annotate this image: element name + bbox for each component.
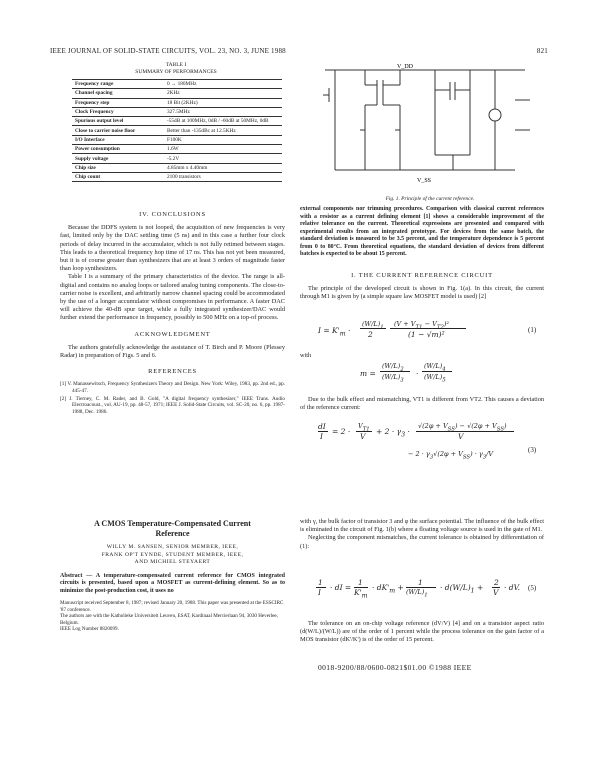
figure-caption: Fig. 1. Principle of the current reference. xyxy=(385,196,475,202)
table-value: -55dB at 100MHz, 0dB / -60dB at 50MHz, 0dB xyxy=(164,117,282,126)
table-caption xyxy=(76,62,276,75)
table-param: Supply voltage xyxy=(72,154,164,163)
page-number: 821 xyxy=(536,47,548,55)
footnote: Manuscript received September 8, 1987; revised January 20, 1988. This paper was presented at the ESSCIRC '87 conference. xyxy=(60,600,284,613)
table-row xyxy=(72,117,282,126)
body-paragraph: The principle of the developed circuit is shown in Fig. 1(a). In this circuit, the current through M1 is given by (a simple square law MOSFET model is used) [2] xyxy=(300,285,544,301)
footnote: IEEE Log Number 8820099. xyxy=(60,625,119,632)
abstract-continuation: external components nor trimming procedures. Comparison with classical current references with a resistor as a current defining element [1] shows a considerable improvement of the relative tolerance on the current. Theoretical expressions are presented and compared with experimental results from an integrated prototype. For devices from the same batch, the standard deviation is measured to be 3.5 percent, and the temperature dependence is 5 percent from 0 to 80°C. From theoretical equations, the standard deviation of devices from different batches is expected to be about 15 percent. xyxy=(300,206,544,257)
table-param: I/O Interface xyxy=(72,135,164,144)
table-param: Chip count xyxy=(72,172,164,181)
table-row xyxy=(72,135,282,144)
paragraph-bulk-effect xyxy=(300,396,544,412)
table-param: Chip size xyxy=(72,163,164,172)
author-line: WILLY M. SANSEN, SENIOR MEMBER, IEEE, xyxy=(106,544,239,550)
table-param: Clock Frequency xyxy=(72,107,164,116)
body-paragraph: The tolerance on an on-chip voltage reference (dV/V) [4] and on a transistor aspect ratio (d(W/L)/(W/L)) are of the order of 1 percent while the process tolerance on the gain factor of a MOS transistor (dK'/K') is of the order of 15 percent. xyxy=(300,620,544,644)
table-param: Frequency step xyxy=(72,98,164,107)
table-row xyxy=(72,172,282,181)
circuit-schematic xyxy=(305,60,545,190)
running-header xyxy=(50,47,548,55)
performance-table xyxy=(72,79,282,182)
right-column xyxy=(300,265,544,302)
references-heading: REFERENCES xyxy=(148,368,197,376)
table-param: Close to carrier noise floor xyxy=(72,126,164,135)
table-value: 2100 transistors xyxy=(164,172,282,181)
vss-label: V_SS xyxy=(417,178,432,184)
copyright-code: 0018-9200/88/0600-0821$01.00 ©1988 IEEE xyxy=(318,663,472,672)
reference-list xyxy=(60,381,285,415)
conclusions-heading: IV. CONCLUSIONS xyxy=(139,211,206,218)
table-value: 18 Bit (2KHz) xyxy=(164,98,282,107)
table-row xyxy=(72,145,282,154)
left-column xyxy=(60,204,285,416)
table-param: Power consumption xyxy=(72,145,164,154)
abstract: Abstract — A temperature-compensated current reference for CMOS integrated circuits is presented, based upon a MOSFET as current-defining element. So as to minimize the post-production cost, it uses no xyxy=(60,572,285,594)
journal-header: IEEE JOURNAL OF SOLID-STATE CIRCUITS, VOL. 23, NO. 3, JUNE 1988 xyxy=(50,47,286,55)
table-param: Channel spacing xyxy=(72,89,164,98)
equation-number: (5) xyxy=(528,584,537,592)
table-value: F100K xyxy=(164,135,282,144)
table-value: 1.6W xyxy=(164,145,282,154)
equation-3: dI I = 2 · $V_{T1}$ V + $2 \cdot \gamma_3$ · $√(2\varphi + V_{SS}) - √(2\varphi + V_{SS})$ V − $2 \cdot \gamma_3√(2\varphi + V_{SS}) \cdot \gamma_3/V$ xyxy=(318,422,528,470)
table-row xyxy=(72,89,282,98)
article-header xyxy=(60,519,285,632)
equation-number: (1) xyxy=(528,326,537,334)
article-title: A CMOS Temperature-Compensated Current Reference xyxy=(94,519,251,538)
table-value: 4.85mm x 4.40mm xyxy=(164,163,282,172)
table-row xyxy=(72,107,282,116)
table-value: 2KHz xyxy=(164,89,282,98)
table-row xyxy=(72,80,282,89)
body-paragraph: Due to the bulk effect and mismatching, VT1 is different from VT2. This causes a deviation of the reference current: xyxy=(300,396,544,412)
table-value: 0 → 180MHz xyxy=(164,80,282,89)
table-value: Better than -135dBc at 12.5KHz xyxy=(164,126,282,135)
table-value: 327.5MHz xyxy=(164,107,282,116)
author-line: AND MICHIEL STEYAERT xyxy=(134,559,211,565)
body-paragraph: Neglecting the component mismatches, the current tolerance is obtained by differentiation of (1): xyxy=(300,534,544,550)
table-value: -5.2V xyxy=(164,154,282,163)
reference-item: [1] V. Manassewitsch, Frequency Synthesizers Theory and Design. New York: Wiley, 1983, pp. 2nd ed., pp. 445-47. xyxy=(60,381,285,395)
equation-number: (3) xyxy=(528,446,537,454)
paragraph-tolerance xyxy=(300,620,544,645)
table-row xyxy=(72,98,282,107)
body-paragraph: with γ, the bulk factor of transistor 3 and φ the surface potential. The influence of the bulk effect is eliminated in the circuit of Fig. 1(b) where a floating voltage source is used in the gate of M1. xyxy=(300,518,544,534)
table-row xyxy=(72,154,282,163)
with-label: with xyxy=(300,352,312,359)
author-line: FRANK OP'T EYNDE, STUDENT MEMBER, IEEE, xyxy=(101,551,244,558)
table-row xyxy=(72,163,282,172)
table-subtitle: SUMMARY OF PERFORMANCES xyxy=(135,68,217,75)
reference-item: [2] J. Tierney, C. M. Rader, and B. Gold, "A digital frequency synthesizer," IEEE Trans. Audio Electroacoust., vol. AU-19, pp. 48-57, 1971; IEEE J. Solid-State Circuits, vol. SC-20, no. 6, pp. 1987-1988, Dec. 1986. xyxy=(60,395,285,415)
equation-5: 1 I · dI = 1 $K'_m$ · $dK'_m$ + 1 $(W/L)_1$ · $d(W/L)_1$ + 2 V · dV. xyxy=(318,578,521,600)
table-param: Frequency range xyxy=(72,80,164,89)
conclusions-paragraph-2: Table I is a summary of the primary characteristics of the device. The range is all-digital and contains no analog loops or tailored analog tuning components. The close-to-carrier noise is excellent, and arbitrarily narrow channel spacing could be accommodated by the use of a longer accumulator without compromises in performance. A faster DAC will achieve the 40-dB spur target, while a fully integrated synthesizer/DAC would further extend the performance in frequency, possibly to 500 MHz on a top-of process. xyxy=(60,273,285,322)
table-title: TABLE I xyxy=(165,62,187,68)
footnote: The authors are with the Katholieke Universiteit Leuven, ESAT, Kardinaal Mercierlaan 94, 3030 Heverlee, Belgium. xyxy=(60,613,278,626)
paragraph-bulk-factor xyxy=(300,518,544,551)
table-param: Spurious output level xyxy=(72,117,164,126)
table-row xyxy=(72,126,282,135)
conclusions-paragraph-1: Because the DDFS system is not looped, the acquisition of new frequencies is very fast, limited only by the DAC settling time (5 ns) and in this case a further four clock periods of delay incurred in the accumulator, which is not fully retimed between stages. This leads to a theoretical frequency hop time of 17 ns. This has not yet been measured, but it is of course greater than synthesizers that are at least 3 orders of magnitude faster than loop synthesizers. xyxy=(60,224,285,273)
acknowledgment-heading: ACKNOWLEDGMENT xyxy=(134,330,211,338)
vdd-label: V_DD xyxy=(397,64,413,70)
acknowledgment-text: The authors gratefully acknowledge the assistance of T. Birch and P. Moore (Plessey Radar) in preparation of Figs. 5 and 6. xyxy=(60,343,285,360)
section-heading: I. THE CURRENT REFERENCE CIRCUIT xyxy=(351,272,493,279)
